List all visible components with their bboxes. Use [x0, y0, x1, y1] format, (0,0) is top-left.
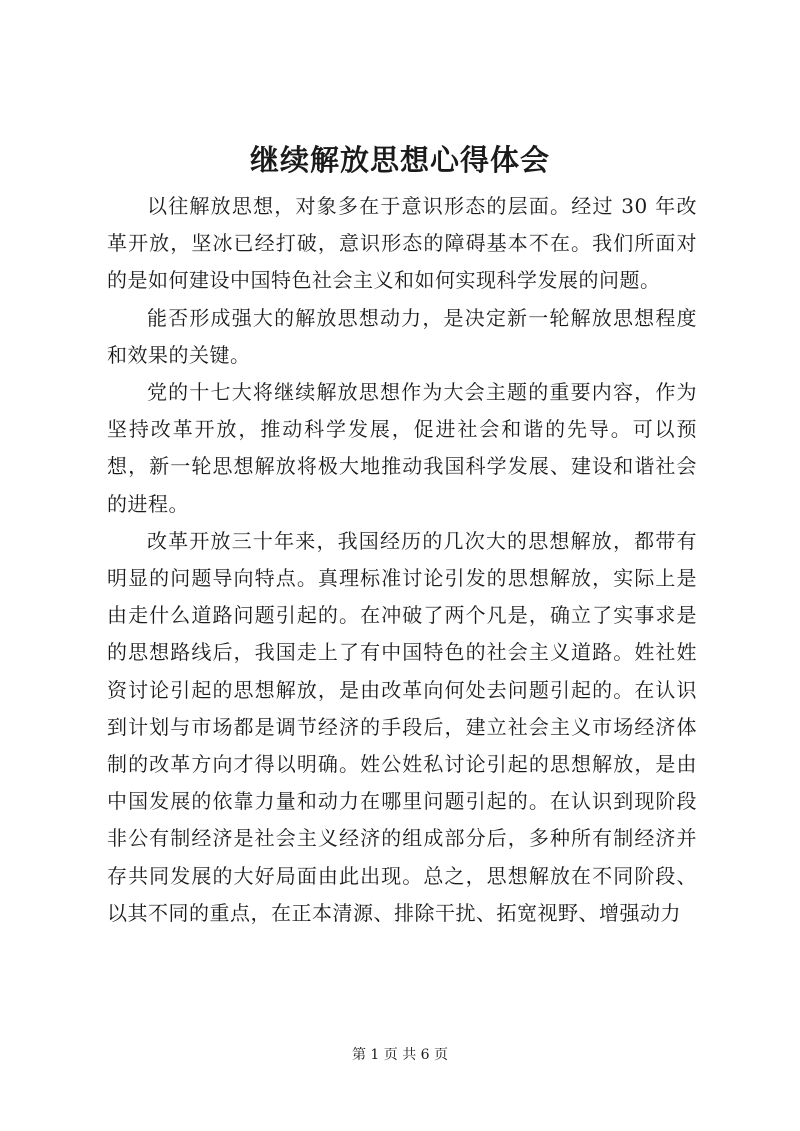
paragraph: 改革开放三十年来，我国经历的几次大的思想解放，都带有明显的问题导向特点。真理标准讨论引发的思想解放，实际上是由走什么道路问题引起的。在冲破了两个凡是，确立了实事求是的思想路线后，我国走上了有中国特色的社会主义道路。姓社姓资讨论引起的思想解放，是由改革向何处去问题引起的。在认识到计划与市场都是调节经济的手段后，建立社会主义市场经济体制的改革方向才得以明确。姓公姓私讨论引起的思想解放，是由中国发展的依靠力量和动力在哪里问题引起的。在认识到现阶段非公有制经济是社会主义经济的组成部分后，多种所有制经济并存共同发展的大好局面由此出现。总之，思想解放在不同阶段、以其不同的重点，在正本清源、排除干扰、拓宽视野、增强动力: [107, 528, 697, 925]
document-title: 继续解放思想心得体会: [249, 143, 550, 177]
page-footer: 第 1 页 共 6 页: [351, 1047, 449, 1063]
paragraph: 党的十七大将继续解放思想作为大会主题的重要内容，作为坚持改革开放，推动科学发展，促进社会和谐的先导。可以预想，新一轮思想解放将极大地推动我国科学发展、建设和谐社会的进程。: [107, 380, 697, 516]
paragraph: 以往解放思想，对象多在于意识形态的层面。经过 30 年改革开放，坚冰已经打破，意识形态的障碍基本不在。我们所面对的是如何建设中国特色社会主义和如何实现科学发展的问题。: [107, 194, 697, 293]
document-body: [107, 188, 697, 932]
paragraph: 能否形成强大的解放思想动力，是决定新一轮解放思想程度和效果的关键。: [107, 305, 697, 367]
